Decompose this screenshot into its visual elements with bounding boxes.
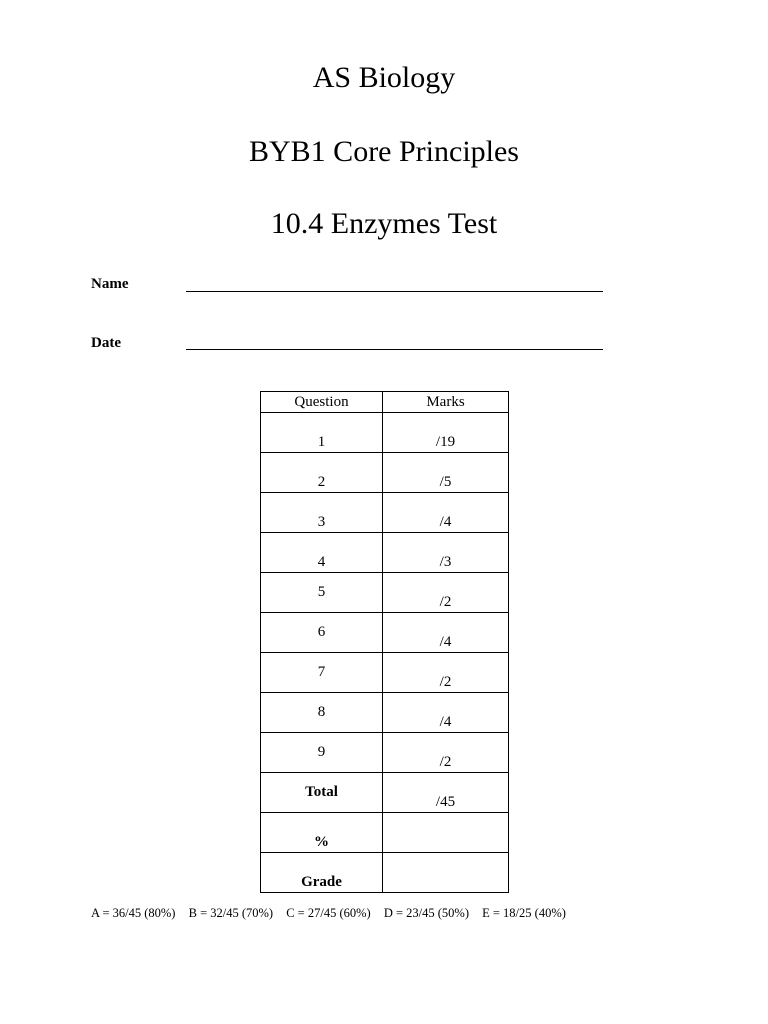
marks-value: /2 xyxy=(439,754,452,770)
marks-value: /4 xyxy=(439,714,452,730)
table-row xyxy=(261,613,509,653)
total-marks-value: /45 xyxy=(435,794,456,810)
question-number: 7 xyxy=(317,664,326,680)
date-label: Date xyxy=(91,335,121,351)
question-number: 5 xyxy=(317,584,326,600)
marks-cell xyxy=(383,853,509,893)
document-title: AS Biology xyxy=(312,61,456,94)
question-cell xyxy=(261,573,383,613)
marks-cell xyxy=(383,493,509,533)
marks-cell xyxy=(383,453,509,493)
marks-value: /19 xyxy=(435,434,456,450)
table-row xyxy=(261,573,509,613)
table-row xyxy=(261,653,509,693)
table-row xyxy=(261,813,509,853)
percent-label: % xyxy=(314,834,329,850)
marks-table xyxy=(260,391,509,893)
test-title: 10.4 Enzymes Test xyxy=(270,207,498,240)
question-column-header: Question xyxy=(261,392,383,413)
question-cell xyxy=(261,693,383,733)
grade-boundaries xyxy=(91,905,576,921)
table-header-row xyxy=(261,392,509,413)
marks-cell xyxy=(383,413,509,453)
table-row xyxy=(261,853,509,893)
unit-title: BYB1 Core Principles xyxy=(249,135,519,168)
date-field-line xyxy=(186,349,603,350)
question-cell xyxy=(261,813,383,853)
question-number: 1 xyxy=(317,434,326,450)
question-number: 2 xyxy=(317,474,326,490)
marks-value: /4 xyxy=(439,634,452,650)
question-number: 9 xyxy=(317,744,326,760)
marks-cell xyxy=(383,533,509,573)
total-label: Total xyxy=(305,784,338,800)
grade-label: Grade xyxy=(301,874,342,890)
question-number: 4 xyxy=(317,554,326,570)
question-cell xyxy=(261,653,383,693)
table-row xyxy=(261,413,509,453)
marks-cell xyxy=(383,653,509,693)
question-cell xyxy=(261,453,383,493)
table-row xyxy=(261,773,509,813)
name-label: Name xyxy=(91,276,129,292)
marks-value: /5 xyxy=(439,474,452,490)
question-cell xyxy=(261,773,383,813)
marks-value: /4 xyxy=(439,514,452,530)
question-cell xyxy=(261,853,383,893)
table-row xyxy=(261,533,509,573)
question-cell xyxy=(261,613,383,653)
table-row xyxy=(261,693,509,733)
marks-cell xyxy=(383,733,509,773)
marks-cell xyxy=(383,573,509,613)
grade-boundary-e: E = 18/25 (40%) xyxy=(482,906,566,920)
marks-value: /2 xyxy=(439,674,452,690)
question-number: 3 xyxy=(317,514,326,530)
name-field-line xyxy=(186,291,603,292)
marks-value: /2 xyxy=(439,594,452,610)
marks-cell xyxy=(383,773,509,813)
question-number: 6 xyxy=(317,624,326,640)
marks-cell xyxy=(383,613,509,653)
grade-boundary-a: A = 36/45 (80%) xyxy=(91,906,176,920)
table-row xyxy=(261,493,509,533)
table-row xyxy=(261,453,509,493)
marks-value: /3 xyxy=(439,554,452,570)
grade-value xyxy=(383,853,508,873)
table-row xyxy=(261,733,509,773)
question-cell xyxy=(261,533,383,573)
marks-cell xyxy=(383,693,509,733)
grade-boundary-b: B = 32/45 (70%) xyxy=(188,906,274,920)
question-cell xyxy=(261,733,383,773)
grade-boundary-d: D = 23/45 (50%) xyxy=(383,906,469,920)
grade-boundary-c: C = 27/45 (60%) xyxy=(286,906,371,920)
question-number: 8 xyxy=(317,704,326,720)
percent-value xyxy=(383,813,508,833)
question-cell xyxy=(261,413,383,453)
marks-column-header: Marks xyxy=(383,392,509,413)
marks-cell xyxy=(383,813,509,853)
question-cell xyxy=(261,493,383,533)
